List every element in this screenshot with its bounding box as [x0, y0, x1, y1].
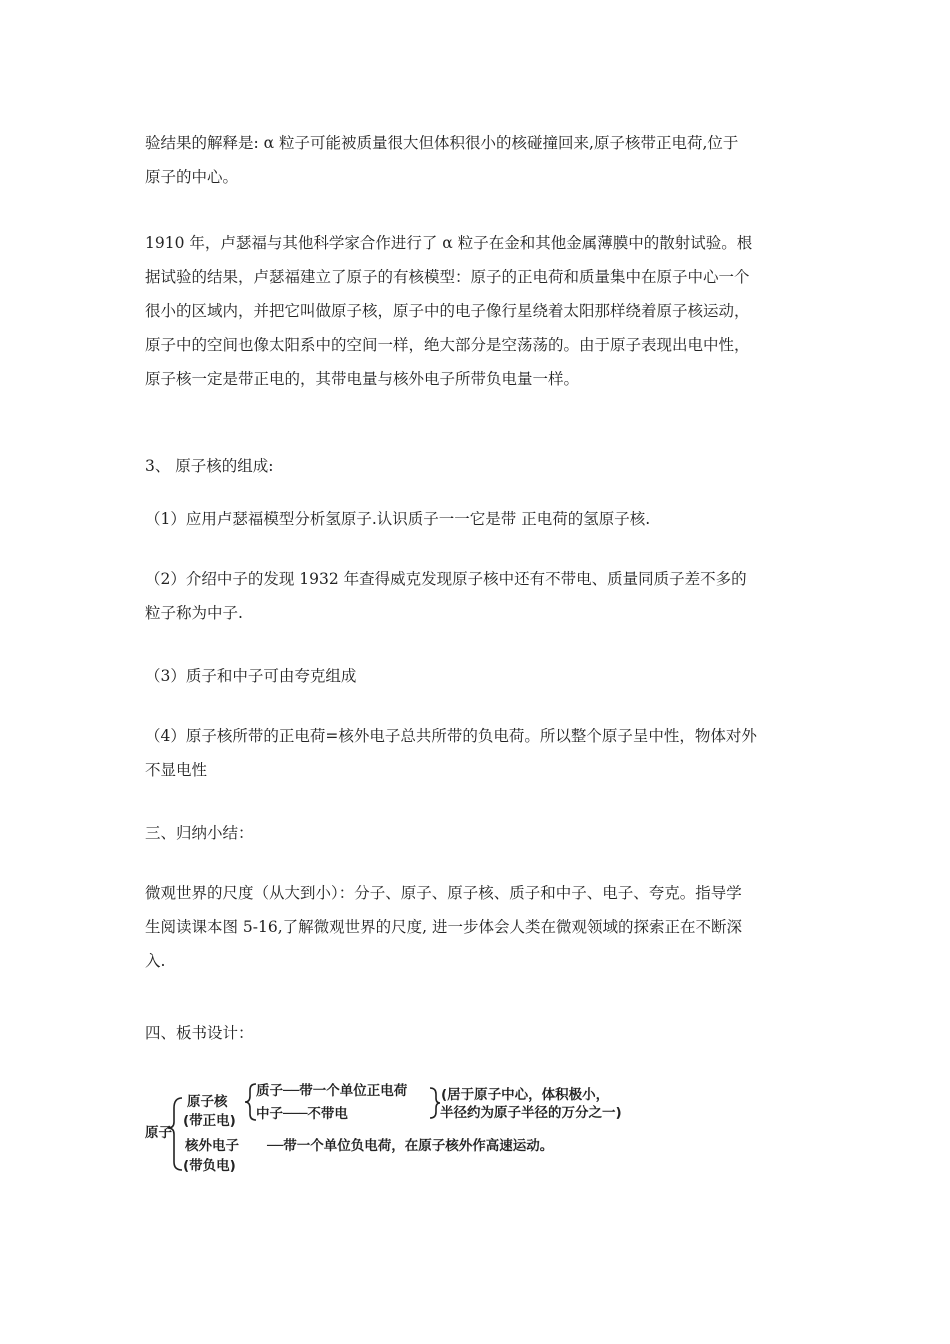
- paragraph-line: 四、板书设计：: [145, 1024, 254, 1042]
- electron-desc: ──带一个单位负电荷，在原子核外作高速运动。: [267, 1138, 554, 1154]
- paragraph-line: 验结果的解释是: α 粒子可能被质量很大但体积很小的核碰撞回来,原子核带正电荷,位于: [145, 134, 739, 152]
- paragraph-line: （2）介绍中子的发现 1932 年查得威克发现原子核中还有不带电、质量同质子差不多的: [145, 570, 747, 588]
- root-label: 原子: [145, 1125, 172, 1141]
- paragraph-line: 原子中的空间也像太阳系中的空间一样，绝大部分是空荡荡的。由于原子表现出电中性，: [145, 336, 750, 354]
- paragraph-summary-heading: [145, 816, 810, 850]
- nucleus-brace: [245, 1084, 256, 1120]
- paragraph-board-heading: [145, 1016, 810, 1050]
- paragraph-item-1: [145, 502, 810, 536]
- paragraph-alpha-explanation: [145, 126, 810, 194]
- proton-line: 质子──带一个单位正电荷: [256, 1083, 408, 1099]
- paragraph-line: 原子的中心。: [145, 168, 239, 186]
- electron-label: 核外电子: [185, 1138, 239, 1154]
- paragraph-line: 生阅读课本图 5-16,了解微观世界的尺度, 进一步体会人类在微观领域的探索正在不断深: [145, 918, 743, 936]
- paragraph-section-3-heading: [145, 449, 810, 483]
- paragraph-line: 原子核一定是带正电的，其带电量与核外电子所带负电量一样。: [145, 370, 580, 388]
- nucleus-note-1: (居于原子中心，体积极小，: [441, 1087, 610, 1103]
- paragraph-line: （1）应用卢瑟福模型分析氢原子.认识质子一一它是带 正电荷的氢原子核.: [145, 510, 651, 528]
- paragraph-line: 粒子称为中子.: [145, 604, 243, 622]
- board-design-diagram: [140, 1078, 640, 1178]
- paragraph-line: 3、 原子核的组成:: [145, 457, 274, 475]
- nucleus-note-2: 半径约为原子半径的万分之一): [440, 1105, 622, 1121]
- paragraph-line: 微观世界的尺度（从大到小）：分子、原子、原子核、质子和中子、电子、夸克。指导学: [145, 884, 742, 902]
- nucleus-charge: (带正电): [183, 1113, 236, 1129]
- electron-charge: (带负电): [183, 1158, 236, 1174]
- paragraph-line: （4）原子核所带的正电荷=核外电子总共所带的负电荷。所以整个原子呈中性，物体对外: [145, 727, 757, 745]
- neutron-line: 中子───不带电: [256, 1106, 348, 1122]
- paragraph-line: 入.: [145, 952, 166, 970]
- paragraph-line: （3）质子和中子可由夸克组成: [145, 667, 357, 685]
- paragraph-line: 很小的区域内，并把它叫做原子核，原子中的电子像行星绕着太阳那样绕着原子核运动，: [145, 302, 750, 320]
- paragraph-line: 不显电性: [145, 761, 208, 779]
- paragraph-rutherford-1910: [145, 226, 810, 396]
- atom-structure-diagram: [140, 1078, 640, 1178]
- paragraph-summary-body: [145, 876, 810, 978]
- paragraph-line: 据试验的结果，卢瑟福建立了原子的有核模型：原子的正电荷和质量集中在原子中心一个: [145, 268, 750, 286]
- paragraph-item-4: [145, 719, 810, 787]
- paragraph-item-2: [145, 562, 810, 630]
- nucleus-note-brace: [430, 1088, 440, 1118]
- nucleus-label: 原子核: [187, 1094, 228, 1110]
- paragraph-line: 1910 年，卢瑟福与其他科学家合作进行了 α 粒子在金和其他金属薄膜中的散射试验。根: [145, 234, 753, 252]
- paragraph-item-3: [145, 659, 810, 693]
- paragraph-line: 三、归纳小结：: [145, 824, 254, 842]
